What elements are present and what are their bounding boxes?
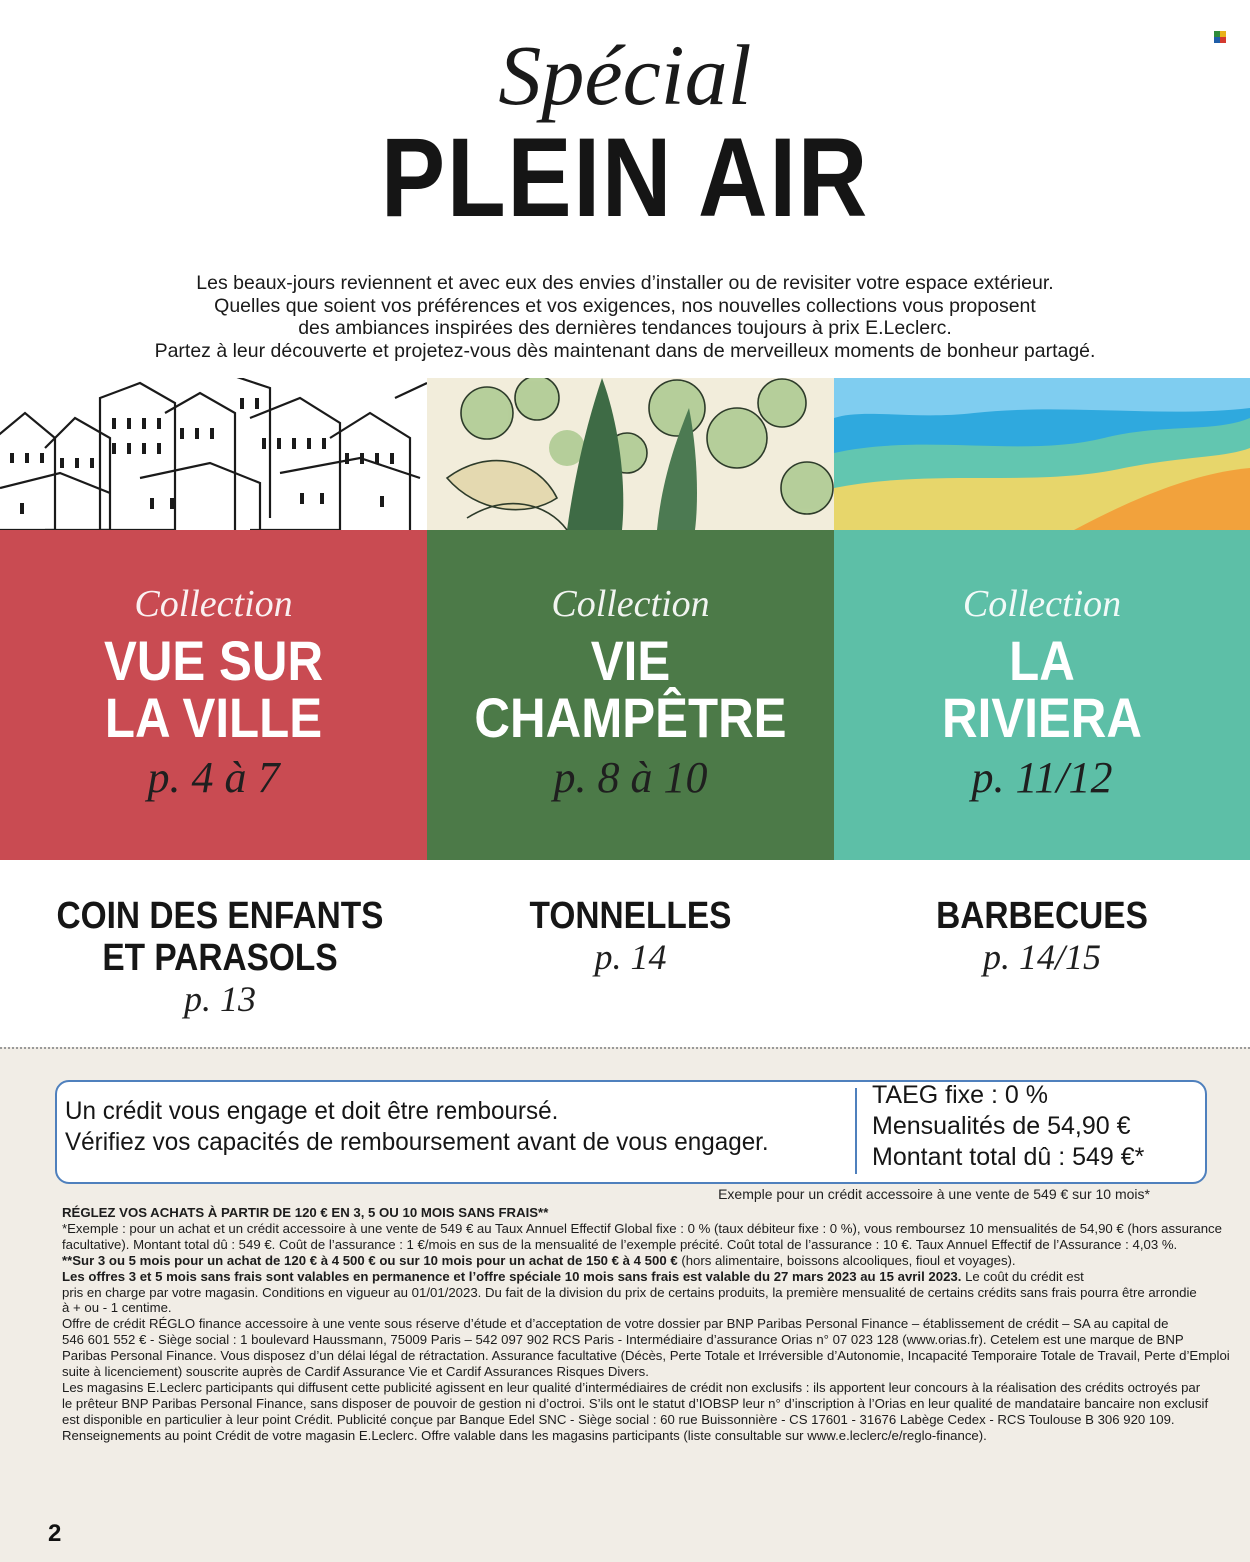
total-due: Montant total dû : 549 €* [872,1143,1145,1171]
collection-pages: p. 4 à 7 [147,753,280,802]
fine-print-line: Renseignements au point Crédit de votre magasin E.Leclerc. Offre valable dans les magasins participants (liste consultable sur www.e.leclerc/e/reglo-finance). [62,1427,987,1443]
section-title-line: COIN DES ENFANTS [56,895,384,937]
fine-print-headline: RÉGLEZ VOS ACHATS À PARTIR DE 120 € EN 3, 5 OU 10 MOIS SANS FRAIS** [62,1205,549,1220]
collection-title [859,629,1225,749]
dotted-divider [0,1047,1250,1049]
corner-logo-icon [1214,30,1226,42]
fine-print-line: est disponible en particulier à leur point Crédit. Publicité conçue par Banque Edel SNC - Siège social : 60 rue Buissonnière - CS 17601 - 31676 Labège Cedex - RCS Toulouse B 306 920 109. [62,1411,1175,1427]
city-illustration [0,378,427,530]
collection-title-line: LA VILLE [104,686,323,749]
fine-print-bold: Les offres 3 et 5 mois sans frais sont valables en permanence et l’offre spéciale 10 mois sans frais est valable du 27 mars 2023 au 15 avril 2023. [62,1268,962,1284]
collection-title-line: VUE SUR [103,629,324,692]
fine-print-line: Les magasins E.Leclerc participants qui diffusent cette publicité agissent en leur qualité d’intermédiaires de crédit non exclusifs : ils apportent leur concours à la réalisation des crédits octroyés par [62,1379,1201,1395]
collection-pages: p. 11/12 [971,753,1113,802]
section-barbecues[interactable] [834,895,1250,977]
section-title-line: ET PARASOLS [102,937,338,979]
header-kicker: Spécial [498,27,752,123]
collection-vie-champetre[interactable] [427,530,834,860]
collection-vue-sur-la-ville[interactable] [0,530,427,860]
intro-line: Les beaux-jours reviennent et avec eux des envies d’installer ou de revisiter votre espace extérieur. [196,272,1054,294]
fine-print-line: Paribas Personal Finance. Vous disposez d’un délai légal de rétractation. Assurance facultative (Décès, Perte Totale et Irréversible d’Autonomie, Incapacité Temporaire Totale de Travail, Perte d’Emploi [62,1348,1230,1364]
fine-print-line: à + ou - 1 centime. [62,1300,172,1316]
beach-illustration [834,378,1250,530]
fine-print-line: 546 601 552 € - Siège social : 1 boulevard Haussmann, 75009 Paris – 542 097 902 RCS Paris - Intermédiaire d’assurance Orias n° 07 023 128 (www.orias.fr). Cetelem est une marque de BNP [62,1332,1184,1348]
section-title-line: BARBECUES [936,895,1148,937]
collection-title [26,629,402,749]
fine-print-line: Offre de crédit RÉGLO finance accessoire à une vente sous réserve d’étude et d’acceptation de votre dossier par BNP Paribas Personal Finance – établissement de crédit – SA au capital de [62,1316,1169,1332]
section-pages: p. 14 [594,937,667,977]
fine-print-bold: **Sur 3 ou 5 mois pour un achat de 120 € à 4 500 € ou sur 10 mois pour un achat de 150 € à 4 500 € [62,1252,678,1268]
fine-print-line: suite à licenciement) souscrite auprès de Cardif Assurance Vie et Cardif Assurances Risques Divers. [62,1364,649,1380]
collection-pages: p. 8 à 10 [553,753,708,802]
intro-paragraph [60,272,1190,362]
credit-warning-text [65,1096,826,1158]
collection-kicker: Collection [134,583,293,625]
leaf-illustration [427,378,834,530]
collection-kicker: Collection [962,583,1122,625]
section-title [859,895,1225,937]
credit-example-note: Exemple pour un crédit accessoire à une vente de 549 € sur 10 mois* [718,1186,1150,1202]
collection-title [451,629,809,749]
taeg-rate: TAEG fixe : 0 % [872,1081,1048,1109]
credit-box-divider [855,1088,857,1174]
section-title [44,895,396,979]
section-pages: p. 13 [184,979,256,1019]
collection-title-line: RIVIERA [942,686,1142,749]
fine-print [62,1205,1230,1444]
fine-print-line: Le coût du crédit est [961,1268,1084,1284]
section-tonnelles[interactable] [427,895,834,977]
intro-line: des ambiances inspirées des dernières tendances toujours à prix E.Leclerc. [298,317,952,339]
collection-kicker: Collection [551,583,710,625]
fine-print-line: (hors alimentaire, boissons alcooliques, fioul et voyages). [677,1252,1016,1268]
fine-print-line: *Exemple : pour un achat et un crédit accessoire à une vente de 549 € au Taux Annuel Effectif Global fixe : 0 % (taux débiteur fixe : 0 %), vous remboursez 10 mensualités de 54,90 € (hors assurance [62,1220,1222,1236]
fine-print-line: le prêteur BNP Paribas Personal Finance, sans disposer de pouvoir de gestion ni d’octroi. S’ils ont le statut d’IOBSP leur n° d’inscription à l’Orias en leur qualité de mandataire bancaire non exclusif [62,1395,1209,1411]
credit-terms [872,1080,1202,1173]
page-number: 2 [48,1520,62,1547]
collection-title-line: VIE [590,629,671,692]
fine-print-line: facultative). Montant total dû : 549 €. Coût de l’assurance : 1 €/mois en sus de la mensualité de l’exemple précité. Coût total de l’assurance : 10 €. Taux Annuel Effectif de l’Assurance : 4,03 %. [62,1236,1178,1252]
collection-title-line: CHAMPÊTRE [474,686,787,749]
monthly-payment: Mensualités de 54,90 € [872,1112,1131,1140]
section-title-line: TONNELLES [529,895,732,937]
warning-line: Un crédit vous engage et doit être remboursé. [65,1097,559,1125]
intro-line: Partez à leur découverte et projetez-vous dès maintenant dans de merveilleux moments de bonheur partagé. [154,339,1096,362]
fine-print-line: pris en charge par votre magasin. Conditions en vigueur au 01/01/2023. Du fait de la division du prix de certains produits, la première mensualité de certains crédits sans frais pourra être arrondie [62,1284,1197,1300]
collection-la-riviera[interactable] [834,530,1250,860]
page-title: PLEIN AIR [380,115,870,240]
warning-line: Vérifiez vos capacités de remboursement avant de vous engager. [65,1128,769,1156]
intro-line: Quelles que soient vos préférences et vos exigences, nos nouvelles collections vous proposent [214,294,1036,317]
section-pages: p. 14/15 [982,937,1101,977]
section-title [451,895,809,937]
collection-title-line: LA [1009,629,1075,692]
section-coin-des-enfants[interactable] [20,895,420,1019]
